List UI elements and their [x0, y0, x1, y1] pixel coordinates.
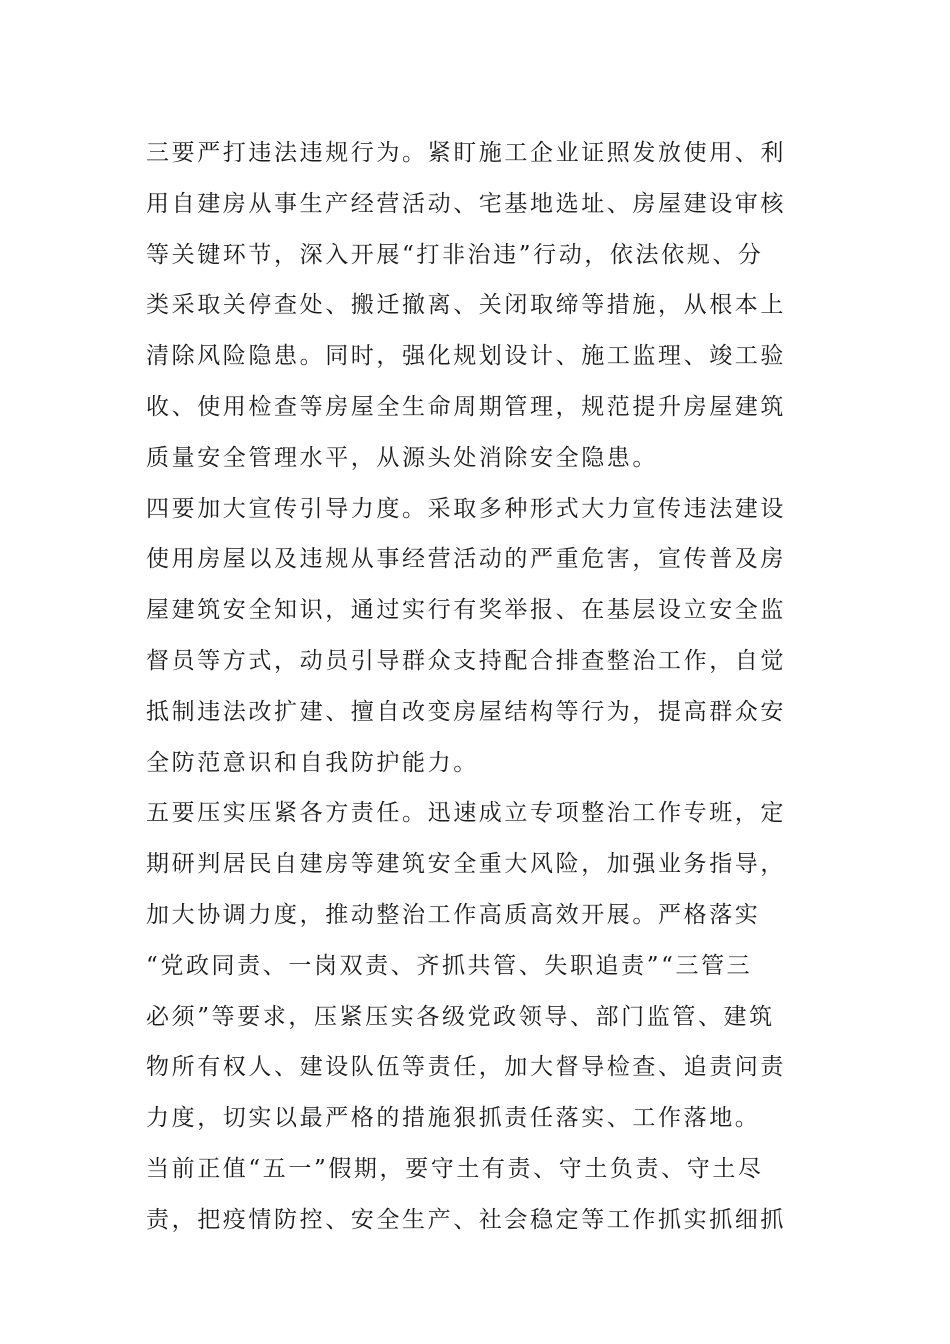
text-line: 力度，切实以最严格的措施狠抓责任落实、工作落地。: [146, 1105, 761, 1132]
text-line: 屋建筑安全知识，通过实行有奖举报、在基层设立安全监: [146, 597, 786, 624]
text-line: 等关键环节，深入开展“打非治违”行动，依法依规、分: [146, 241, 764, 268]
text-line: 加大协调力度，推动整治工作高质高效开展。严格落实: [146, 901, 761, 928]
text-line: 质量安全管理水平，从源头处消除安全隐患。: [146, 444, 658, 471]
text-line: 抵制违法改扩建、擅自改变房屋结构等行为，提高群众安: [146, 698, 786, 725]
text-line: 全防范意识和自我防护能力。: [146, 749, 479, 776]
text-line: 责，把疫情防控、安全生产、社会稳定等工作抓实抓细抓: [146, 1206, 786, 1233]
text-line: “党政同责、一岗双责、齐抓共管、失职追责”“三管三: [146, 952, 753, 979]
text-line: 使用房屋以及违规从事经营活动的严重危害，宣传普及房: [146, 546, 786, 573]
text-line: 当前正值“五一”假期，要守土有责、守土负责、守土尽: [146, 1155, 764, 1182]
body-text: [146, 128, 806, 1246]
text-line: 用自建房从事生产经营活动、宅基地选址、房屋建设审核: [146, 190, 786, 217]
text-line: 五要压实压紧各方责任。迅速成立专项整治工作专班，定: [146, 800, 786, 827]
text-line: 三要严打违法违规行为。紧盯施工企业证照发放使用、利: [146, 140, 786, 166]
text-line: 类采取关停查处、搬迁撤离、关闭取缔等措施，从根本上: [146, 292, 786, 319]
text-line: 督员等方式，动员引导群众支持配合排查整治工作，自觉: [146, 647, 786, 674]
text-line: 物所有权人、建设队伍等责任，加大督导检查、追责问责: [146, 1054, 786, 1081]
text-line: 收、使用检查等房屋全生命周期管理，规范提升房屋建筑: [146, 393, 786, 420]
text-line: 必须”等要求，压紧压实各级党政领导、部门监管、建筑: [146, 1003, 775, 1030]
text-line: 四要加大宣传引导力度。采取多种形式大力宣传违法建设: [146, 495, 786, 522]
text-line: 期研判居民自建房等建筑安全重大风险，加强业务指导，: [146, 851, 786, 878]
text-line: 清除风险隐患。同时，强化规划设计、施工监理、竣工验: [146, 343, 786, 370]
